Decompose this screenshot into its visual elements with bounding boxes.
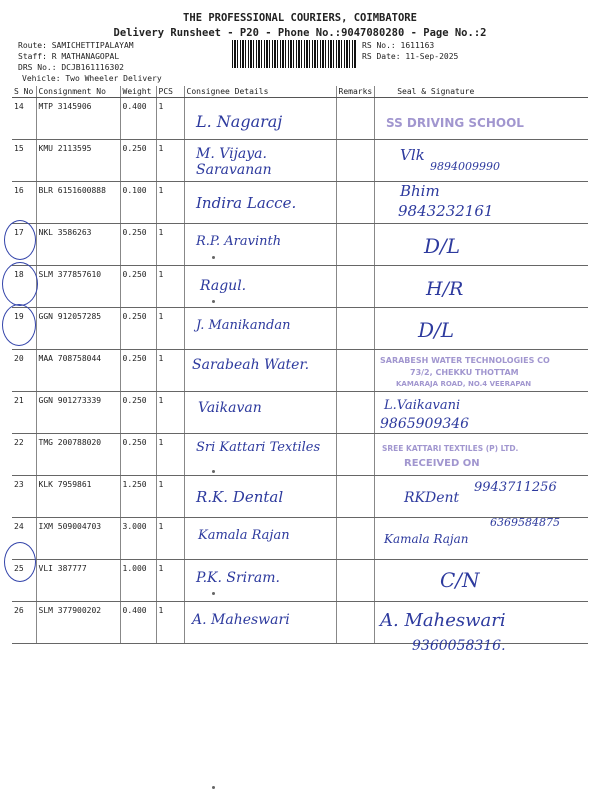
phone-26: 9360058316.	[412, 638, 506, 654]
cell-remarks	[336, 308, 375, 350]
cell-remarks	[336, 476, 375, 518]
cell-pcs: 1	[156, 434, 184, 476]
cell-remarks	[336, 560, 375, 602]
signature-24: Kamala Rajan	[384, 532, 469, 546]
cell-consignment-no: SLM 377857610	[36, 266, 120, 308]
phone-16: 9843232161	[398, 202, 494, 220]
hw-consignee-22: Sri Kattari Textiles	[196, 440, 321, 455]
circle-mark-18	[2, 262, 38, 306]
cell-weight: 1.250	[120, 476, 156, 518]
route: Route: SAMICHETTIPALAYAM	[18, 41, 134, 50]
rs-number: RS No.: 1611163	[362, 41, 435, 50]
cell-pcs: 1	[156, 140, 184, 182]
cell-seal-signature	[375, 308, 588, 350]
cell-remarks	[336, 602, 375, 644]
col-seal-signature: Seal & Signature	[375, 86, 588, 98]
col-sno: S No	[12, 86, 36, 98]
hw-consignee-23: R.K. Dental	[196, 488, 284, 506]
cell-sno: 15	[12, 140, 36, 182]
cell-seal-signature	[375, 266, 588, 308]
cell-remarks	[336, 350, 375, 392]
hw-consignee-26: A. Maheswari	[192, 612, 290, 628]
cell-pcs: 1	[156, 224, 184, 266]
cell-sno: 21	[12, 392, 36, 434]
barcode	[232, 40, 356, 68]
cell-remarks	[336, 224, 375, 266]
cell-pcs: 1	[156, 560, 184, 602]
table-row	[12, 182, 588, 224]
cell-sno: 19	[12, 308, 36, 350]
cell-pcs: 1	[156, 350, 184, 392]
col-consignment: Consignment No	[36, 86, 120, 98]
cell-seal-signature	[375, 434, 588, 476]
cell-weight: 0.100	[120, 182, 156, 224]
cell-pcs: 1	[156, 602, 184, 644]
phone-21: 9865909346	[380, 416, 470, 432]
cell-consignment-no: GGN 901273339	[36, 392, 120, 434]
table-row	[12, 308, 588, 350]
runsheet-subtitle: Delivery Runsheet - P20 - Phone No.:9047080280 - Page No.:2	[113, 27, 487, 39]
hw-consignee-14: L. Nagaraj	[196, 112, 283, 131]
col-remarks: Remarks	[336, 86, 375, 98]
cell-sno: 18	[12, 266, 36, 308]
cell-consignment-no: GGN 912057285	[36, 308, 120, 350]
table-row	[12, 392, 588, 434]
cell-sno: 16	[12, 182, 36, 224]
circle-mark-25	[4, 542, 36, 582]
signature-18: H/R	[426, 278, 464, 300]
hw-consignee-15: M. Vijaya. Saravanan	[196, 146, 272, 178]
cell-weight: 0.250	[120, 308, 156, 350]
cell-remarks	[336, 182, 375, 224]
seal-20: SARABESH WATER TECHNOLOGIES CO	[380, 356, 550, 365]
cell-pcs: 1	[156, 476, 184, 518]
cell-remarks	[336, 518, 375, 560]
cell-consignment-no: NKL 3586263	[36, 224, 120, 266]
cell-consignment-no: MTP 3145906	[36, 98, 120, 140]
cell-consignment-no: MAA 708758044	[36, 350, 120, 392]
cell-consignment-no: KMU 2113595	[36, 140, 120, 182]
punch-mark	[212, 786, 215, 789]
col-pcs: PCS	[156, 86, 184, 98]
cell-remarks	[336, 392, 375, 434]
cell-weight: 0.250	[120, 434, 156, 476]
phone-15: 9894009990	[430, 160, 500, 173]
phone-24: 6369584875	[490, 516, 560, 529]
punch-mark	[212, 300, 215, 303]
hw-consignee-21: Vaikavan	[198, 400, 262, 416]
cell-weight: 0.250	[120, 266, 156, 308]
signature-15: Vlk	[400, 146, 425, 164]
cell-pcs: 1	[156, 308, 184, 350]
phone-23: 9943711256	[474, 480, 557, 495]
signature-21: L.Vaikavani	[384, 398, 461, 413]
cell-remarks	[336, 140, 375, 182]
cell-consignment-no: TMG 200788020	[36, 434, 120, 476]
cell-sno: 24	[12, 518, 36, 560]
cell-weight: 0.250	[120, 350, 156, 392]
table-header-row	[12, 86, 588, 98]
cell-consignment-no: IXM 509004703	[36, 518, 120, 560]
hw-consignee-19: J. Manikandan	[196, 318, 291, 333]
seal-20-line2: 73/2, CHEKKU THOTTAM	[410, 368, 519, 377]
signature-23: RKDent	[404, 490, 460, 506]
signature-25: C/N	[440, 568, 480, 592]
cell-sno: 20	[12, 350, 36, 392]
cell-consignment-no: SLM 377900202	[36, 602, 120, 644]
cell-sno: 26	[12, 602, 36, 644]
cell-pcs: 1	[156, 98, 184, 140]
hw-consignee-20: Sarabeah Water.	[192, 357, 310, 373]
cell-weight: 1.000	[120, 560, 156, 602]
cell-weight: 0.250	[120, 224, 156, 266]
col-consignee: Consignee Details	[184, 86, 336, 98]
drs-number: DRS No.: DCJB161116302	[18, 63, 124, 72]
cell-pcs: 1	[156, 266, 184, 308]
cell-consignment-no: KLK 7959861	[36, 476, 120, 518]
col-weight: Weight	[120, 86, 156, 98]
cell-sno: 17	[12, 224, 36, 266]
table-row	[12, 560, 588, 602]
signature-26: A. Maheswari	[380, 610, 506, 631]
hw-consignee-25: P.K. Sriram.	[196, 570, 280, 586]
seal-22: SREE KATTARI TEXTILES (P) LTD.	[382, 444, 519, 453]
hw-consignee-17: R.P. Aravinth	[196, 234, 282, 249]
punch-mark	[212, 470, 215, 473]
cell-seal-signature	[375, 224, 588, 266]
cell-weight: 0.400	[120, 602, 156, 644]
hw-consignee-16: Indira Lacce.	[196, 194, 297, 212]
cell-weight: 0.250	[120, 392, 156, 434]
punch-mark	[212, 592, 215, 595]
cell-remarks	[336, 98, 375, 140]
punch-mark	[212, 256, 215, 259]
cell-pcs: 1	[156, 518, 184, 560]
hw-consignee-18: Ragul.	[200, 278, 247, 294]
signature-17: D/L	[424, 234, 461, 258]
cell-pcs: 1	[156, 182, 184, 224]
cell-remarks	[336, 266, 375, 308]
staff: Staff: R MATHANAGOPAL	[18, 52, 120, 61]
signature-16: Bhim	[400, 182, 440, 200]
seal-22-received: RECEIVED ON	[404, 458, 480, 469]
seal-14: SS DRIVING SCHOOL	[386, 116, 524, 130]
cell-sno: 23	[12, 476, 36, 518]
cell-pcs: 1	[156, 392, 184, 434]
cell-sno: 25	[12, 560, 36, 602]
seal-20-line3: KAMARAJA ROAD, NO.4 VEERAPAN	[396, 380, 532, 388]
hw-consignee-24: Kamala Rajan	[198, 528, 290, 543]
company-title: THE PROFESSIONAL COURIERS, COIMBATORE	[183, 12, 417, 24]
vehicle: Vehicle: Two Wheeler Delivery	[22, 74, 162, 83]
cell-sno: 22	[12, 434, 36, 476]
cell-consignment-no: BLR 6151600888	[36, 182, 120, 224]
circle-mark-19	[2, 304, 36, 346]
cell-weight: 0.400	[120, 98, 156, 140]
table-row	[12, 224, 588, 266]
rs-date: RS Date: 11-Sep-2025	[362, 52, 459, 61]
cell-sno: 14	[12, 98, 36, 140]
cell-seal-signature	[375, 560, 588, 602]
cell-weight: 0.250	[120, 140, 156, 182]
table-row	[12, 266, 588, 308]
signature-19: D/L	[418, 318, 455, 342]
circle-mark-17	[4, 220, 36, 260]
cell-consignment-no: VLI 387777	[36, 560, 120, 602]
cell-weight: 3.000	[120, 518, 156, 560]
